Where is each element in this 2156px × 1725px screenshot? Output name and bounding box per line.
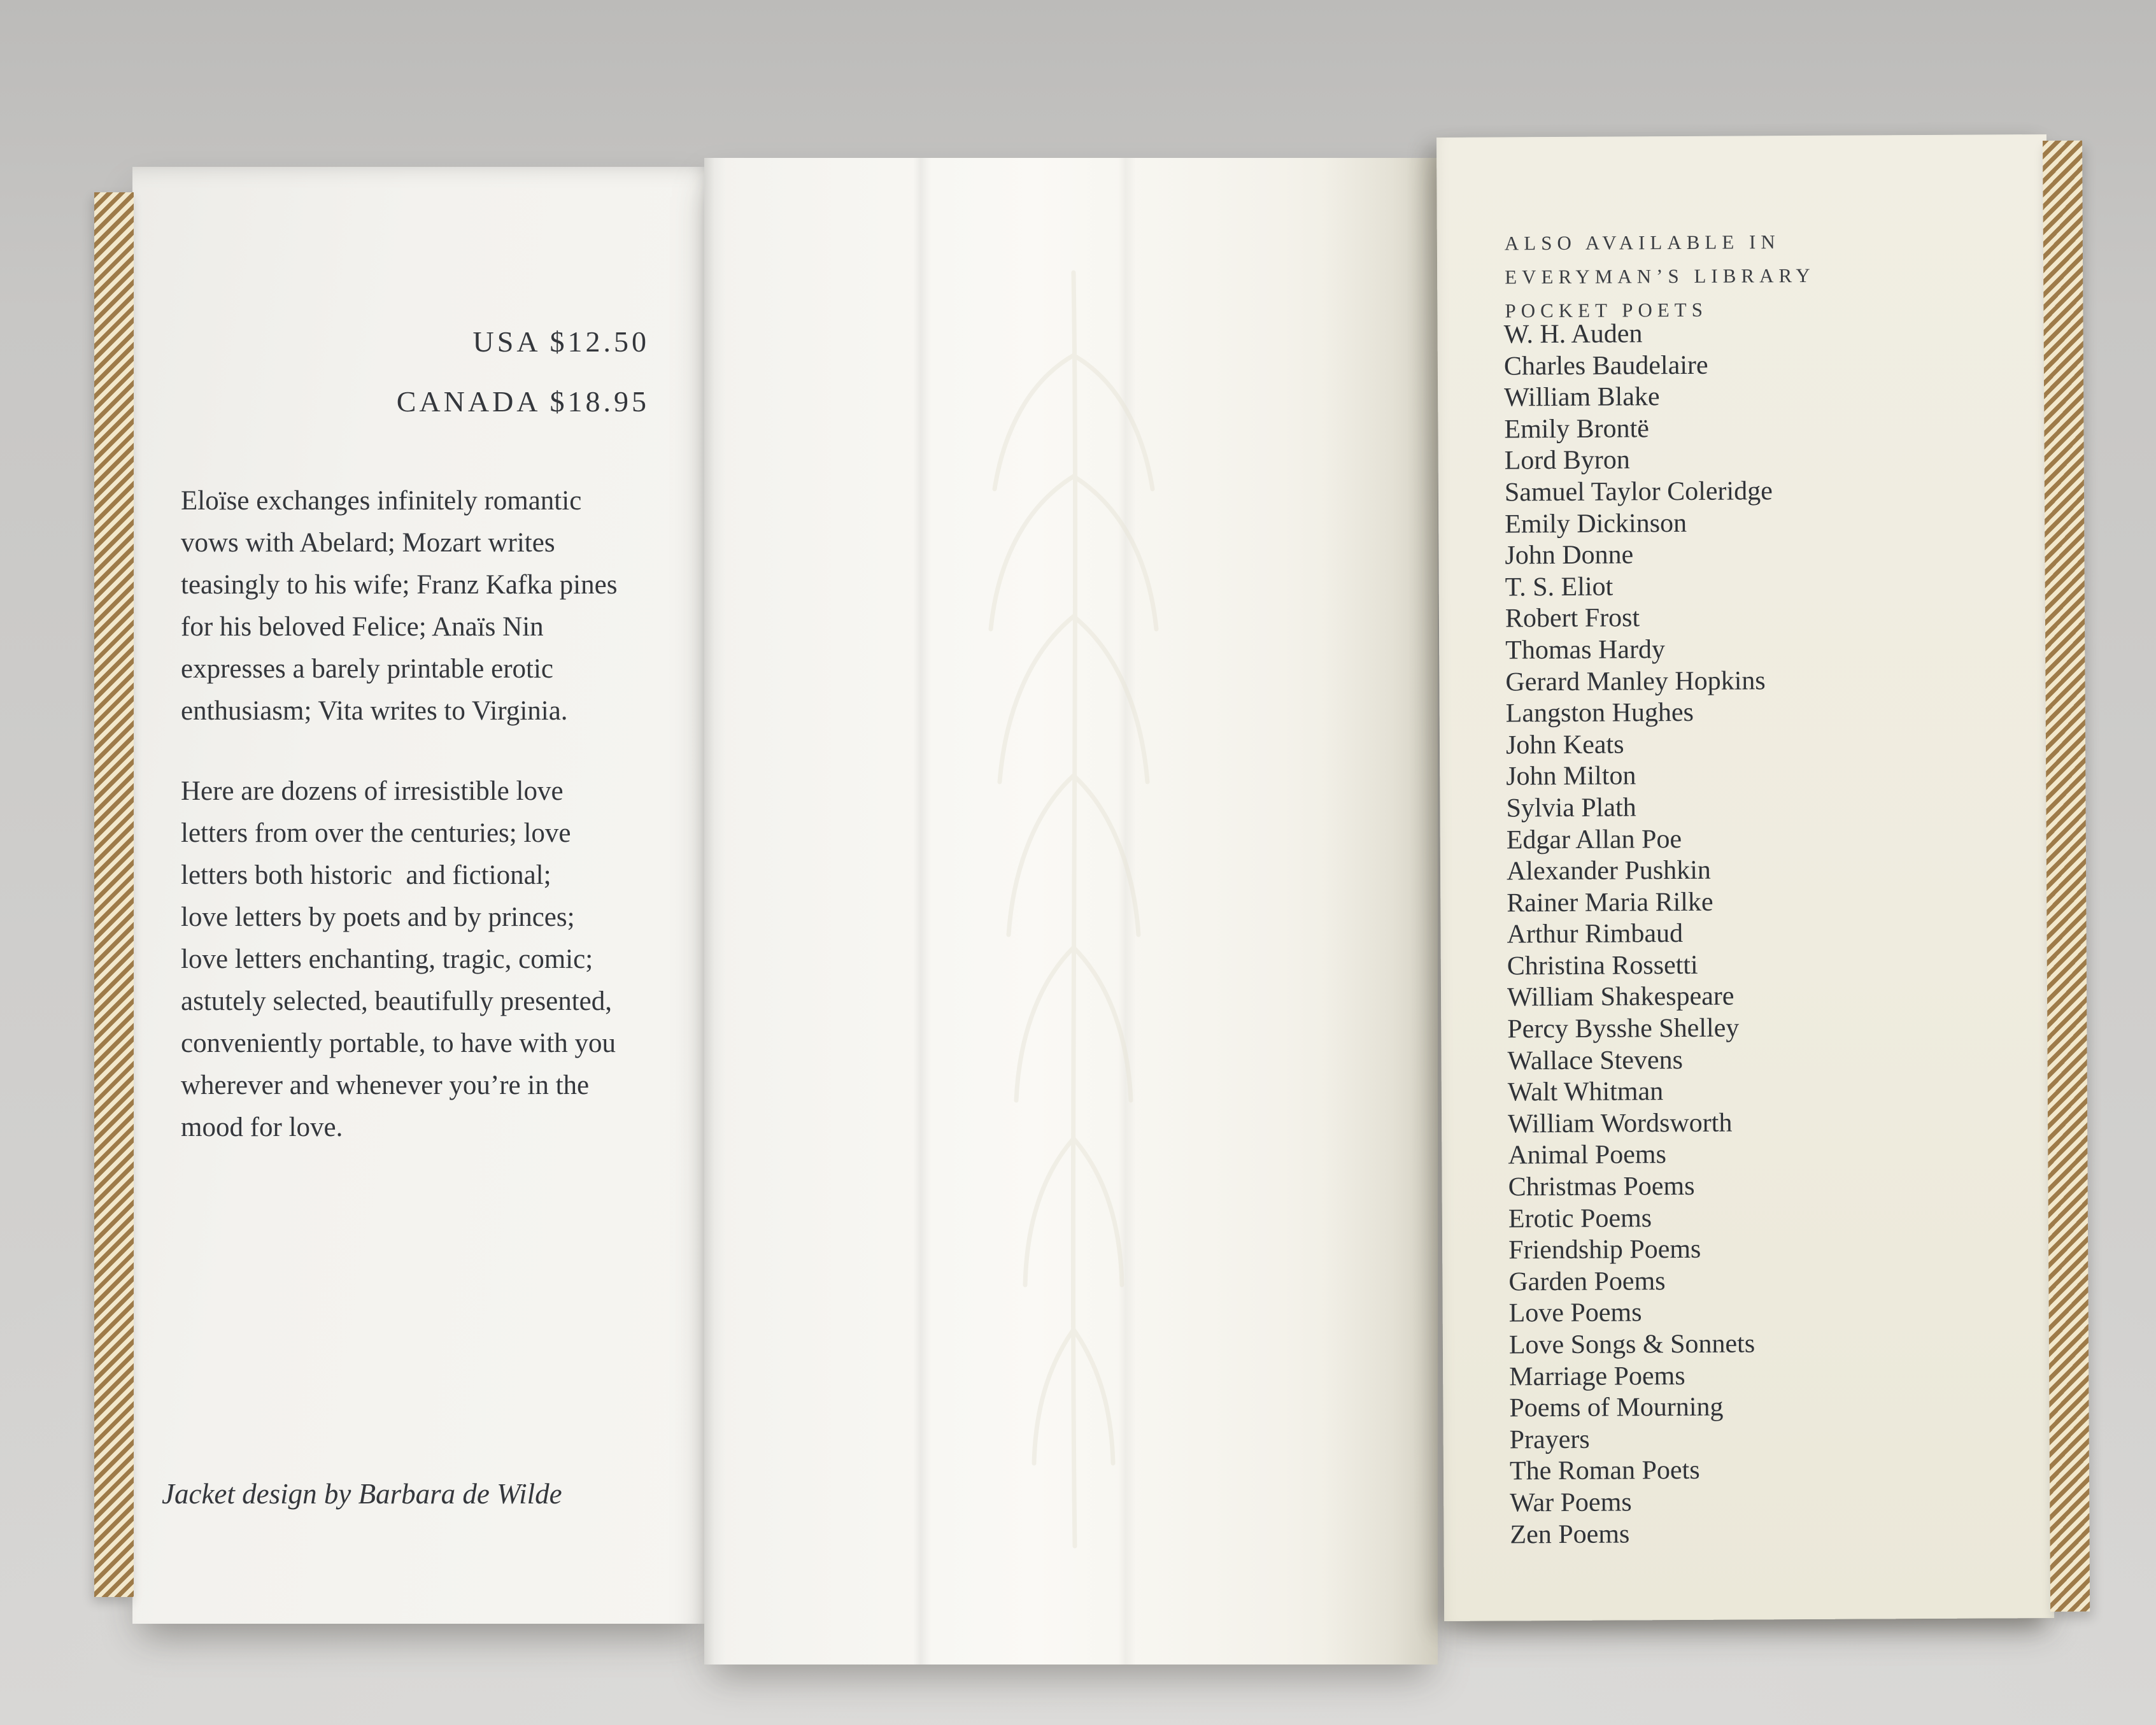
blurb-line: for his beloved Felice; Anaïs Nin: [181, 612, 544, 642]
poet-title: Love Songs & Sonnets: [1508, 1329, 1755, 1360]
price-usa: USA $12.50: [472, 325, 649, 358]
poet-title: Sylvia Plath: [1506, 793, 1636, 823]
blurb-paragraph-1: [181, 480, 617, 732]
blurb-line: mood for love.: [181, 1112, 343, 1142]
spine-panel: [704, 158, 1438, 1665]
blurb-paragraph-2: [181, 770, 616, 1149]
poet-title: Wallace Stevens: [1507, 1045, 1684, 1076]
blurb-line: enthusiasm; Vita writes to Virginia.: [181, 696, 568, 726]
poet-title: Samuel Taylor Coleridge: [1504, 476, 1773, 508]
poet-title: William Wordsworth: [1507, 1108, 1733, 1139]
poet-title: The Roman Poets: [1509, 1456, 1700, 1486]
header-line: POCKET POETS: [1505, 298, 1708, 322]
frond-watermark: [933, 234, 1214, 1584]
blurb-line: letters from over the centuries; love: [181, 818, 571, 848]
striped-edge-left: [94, 192, 134, 1597]
header-line: ALSO AVAILABLE IN: [1504, 231, 1780, 255]
poet-title: Edgar Allan Poe: [1506, 824, 1682, 855]
poet-title: Animal Poems: [1508, 1140, 1666, 1170]
poet-title: Marriage Poems: [1509, 1361, 1685, 1392]
poet-title: Arthur Rimbaud: [1507, 919, 1684, 949]
blurb-line: Here are dozens of irresistible love: [181, 776, 564, 806]
blurb-line: Eloïse exchanges infinitely romantic: [181, 486, 582, 516]
poet-title: Langston Hughes: [1505, 698, 1694, 728]
header-line: EVERYMAN’S LIBRARY: [1505, 264, 1815, 288]
poet-title: Zen Poems: [1510, 1519, 1630, 1549]
pocket-poets-header: [1505, 225, 1815, 328]
blurb-line: expresses a barely printable erotic: [181, 654, 554, 684]
poet-title: John Keats: [1505, 730, 1624, 760]
poet-title: Erotic Poems: [1508, 1203, 1652, 1234]
blurb-line: conveniently portable, to have with you: [181, 1028, 616, 1058]
poet-title: Garden Poems: [1508, 1266, 1666, 1297]
poet-title: Lord Byron: [1504, 445, 1630, 476]
poet-title: Charles Baudelaire: [1503, 350, 1708, 381]
poet-title: Friendship Poems: [1508, 1235, 1701, 1265]
poet-title: Love Poems: [1508, 1298, 1642, 1328]
price-canada: CANADA $18.95: [396, 385, 649, 418]
poet-title: Christina Rossetti: [1507, 950, 1698, 981]
back-flap: [1436, 134, 2054, 1621]
poet-title: Gerard Manley Hopkins: [1505, 665, 1766, 697]
poet-title: Emily Dickinson: [1505, 508, 1687, 539]
poet-title: Alexander Pushkin: [1506, 855, 1711, 886]
poet-title: Christmas Poems: [1508, 1171, 1695, 1202]
price-block: [132, 312, 649, 432]
poet-title: Poems of Mourning: [1509, 1392, 1724, 1423]
poet-title: T. S. Eliot: [1505, 572, 1613, 602]
blurb-line: love letters enchanting, tragic, comic;: [181, 944, 593, 974]
poet-title: William Blake: [1504, 382, 1660, 413]
poet-title: John Donne: [1505, 540, 1634, 571]
poet-title: Thomas Hardy: [1505, 635, 1666, 665]
poet-title: William Shakespeare: [1507, 982, 1734, 1012]
blurb-line: teasingly to his wife; Franz Kafka pines: [181, 570, 618, 600]
poet-title: Walt Whitman: [1507, 1077, 1664, 1107]
poet-title: Emily Brontë: [1504, 414, 1650, 444]
blurb-line: wherever and whenever you’re in the: [181, 1070, 590, 1100]
jacket-design-credit: Jacket design by Barbara de Wilde: [162, 1478, 562, 1510]
poet-title: Prayers: [1509, 1424, 1590, 1455]
striped-edge-right: [2043, 141, 2090, 1612]
blurb-line: vows with Abelard; Mozart writes: [181, 528, 555, 558]
poet-title: John Milton: [1506, 761, 1636, 792]
poet-title: Percy Bysshe Shelley: [1507, 1013, 1740, 1044]
poet-title: Robert Frost: [1505, 603, 1640, 634]
poet-title: War Poems: [1510, 1487, 1632, 1518]
poet-title: W. H. Auden: [1503, 319, 1643, 350]
poet-title: Rainer Maria Rilke: [1507, 887, 1713, 918]
blurb-line: astutely selected, beautifully presented,: [181, 986, 612, 1016]
blurb-line: love letters by poets and by princes;: [181, 902, 575, 932]
poets-list: [1503, 318, 1778, 1551]
front-flap: [132, 167, 706, 1624]
blurb-line: letters both historic and fictional;: [181, 860, 551, 890]
